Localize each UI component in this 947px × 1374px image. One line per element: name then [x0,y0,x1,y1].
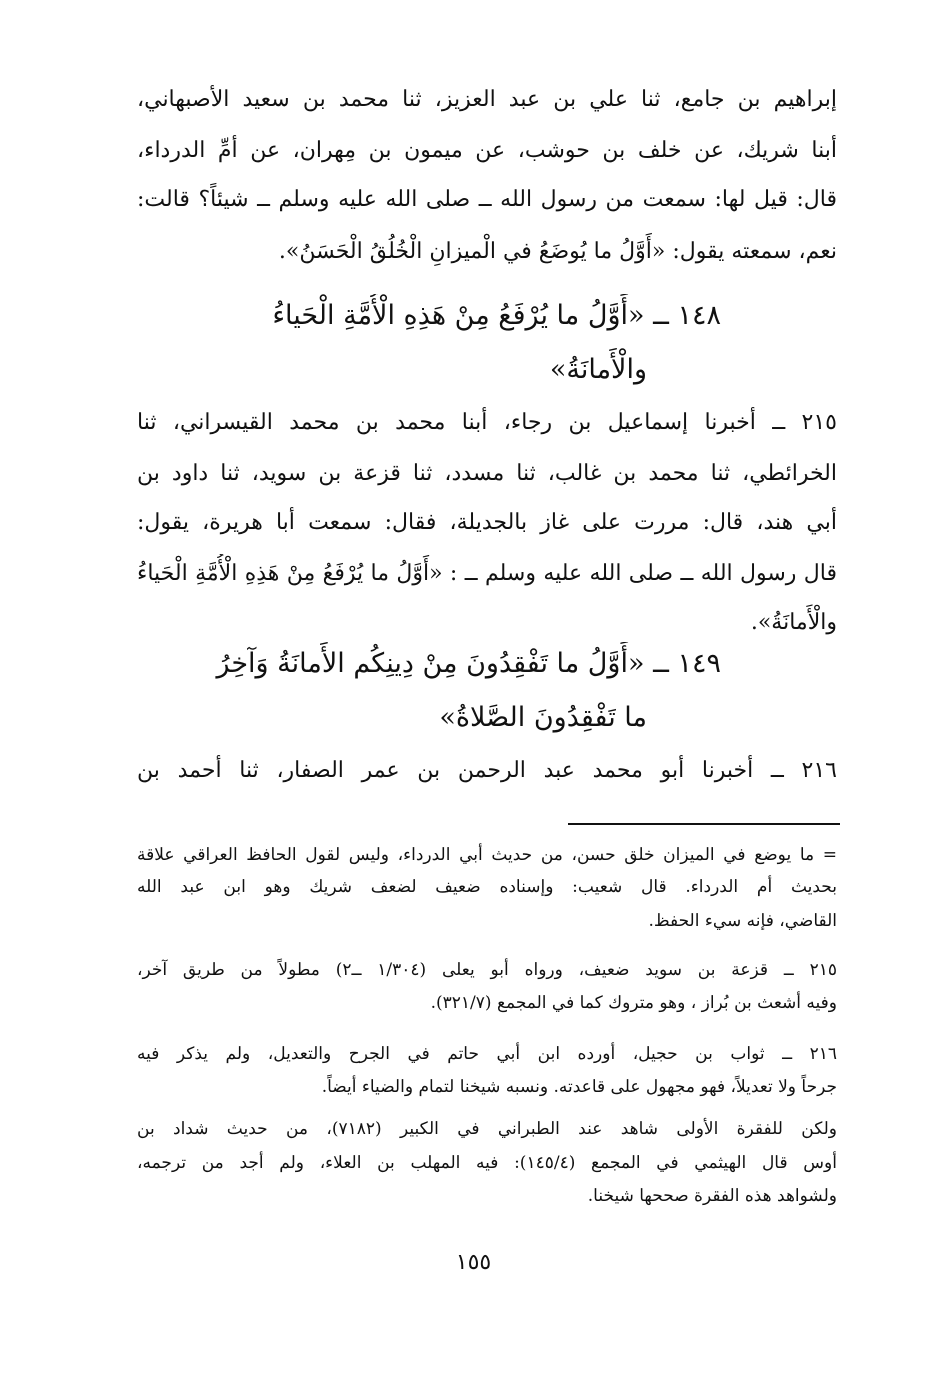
hadith-148-heading-line-1: ١٤٨ ــ «أَوَّلُ ما يُرْفَعُ مِنْ هَذِهِ الْأُمَّةِ الْحَياءُ [272,300,721,331]
hadith-149-heading-line-1: ١٤٩ ــ «أَوَّلُ ما تَفْقِدُونَ مِنْ دِينِكُم الأَمانَةُ وَآخِرُ [216,648,721,679]
footnote-line-10: ولشواهد هذه الفقرة صححها شيخنا. [587,1186,837,1206]
footnote-line-7: جرحاً ولا تعديلاً، فهو مجهول على قاعدته. ونسبه شيخنا لتمام والضياء أيضاً. [321,1077,837,1097]
footnote-line-3: القاضي، فإنه سيء الحفظ. [648,911,837,931]
footnote-line-1: = ما يوضع في الميزان خلق حسن، من حديث أبي الدرداء، وليس لقول الحافظ العراقي علاقة [137,845,837,865]
para-216-line-1: ٢١٦ ــ أخبرنا أبو محمد عبد الرحمن بن عمر الصفار، ثنا أحمد بن [137,758,837,783]
footnote-line-8: ولكن للفقرة الأولى شاهد عند الطبراني في الكبير (٧١٨٢)، من حديث شداد بن [137,1119,837,1139]
body-line-2: أبنا شريك، عن خلف بن حوشب، عن ميمون بن مِهران، عن أمِّ الدرداء، [137,138,837,163]
hadith-148-heading-line-2: والْأَمانَةُ» [549,354,647,385]
para-215-line-3: أبي هند، قال: مررت على غاز بالجديلة، فقال: سمعت أبا هريرة، يقول: [137,510,837,535]
body-line-4: نعم، سمعته يقول: «أَوَّلُ ما يُوضَعُ في الْميزانِ الْخُلُقُ الْحَسَنُ». [278,239,837,264]
body-line-3: قال: قيل لها: سمعت من رسول الله ــ صلى الله عليه وسلم ــ شيئاً؟ قالت: [137,187,837,212]
footnote-line-5: وفيه أشعث بن بُراز ، وهو متروك كما في المجمع (٣٢١/٧). [430,993,837,1013]
footnote-separator [568,823,840,825]
para-215-line-1: ٢١٥ ــ أخبرنا إسماعيل بن رجاء، أبنا محمد بن محمد القيسراني، ثنا [137,410,837,435]
page-number: ١٥٥ [455,1250,492,1275]
para-215-line-5: والْأَمانَةُ». [750,610,837,635]
footnote-line-4: ٢١٥ ــ قزعة بن سويد ضعيف، ورواه أبو يعلى (١/٣٠٤ ــ٢) مطولاً من طريق آخر، [137,960,837,980]
hadith-149-heading-line-2: ما تَفْقِدُونَ الصَّلاةُ» [439,702,647,733]
body-line-1: إبراهيم بن جامع، ثنا علي بن عبد العزيز، ثنا محمد بن سعيد الأصبهاني، [137,87,837,112]
footnote-line-9: أوس قال الهيثمي في المجمع (١٤٥/٤): فيه المهلب بن العلاء، ولم أجد من ترجمه، [137,1153,837,1173]
footnote-line-6: ٢١٦ ــ ثواب بن حجيل، أورده ابن أبي حاتم في الجرح والتعديل، ولم يذكر فيه [137,1044,837,1064]
footnote-line-2: بحديث أم الدرداء. قال شعيب: وإسناده ضعيف لضعف شريك وهو ابن عبد الله [137,877,837,897]
para-215-line-4: قال رسول الله ــ صلى الله عليه وسلم ــ : «أَوَّلُ ما يُرْفَعُ مِنْ هَذِهِ الْأُمَّةِ الْحَياءُ [137,561,837,586]
para-215-line-2: الخرائطي، ثنا محمد بن غالب، ثنا مسدد، ثنا قزعة بن سويد، ثنا داود بن [137,461,837,486]
